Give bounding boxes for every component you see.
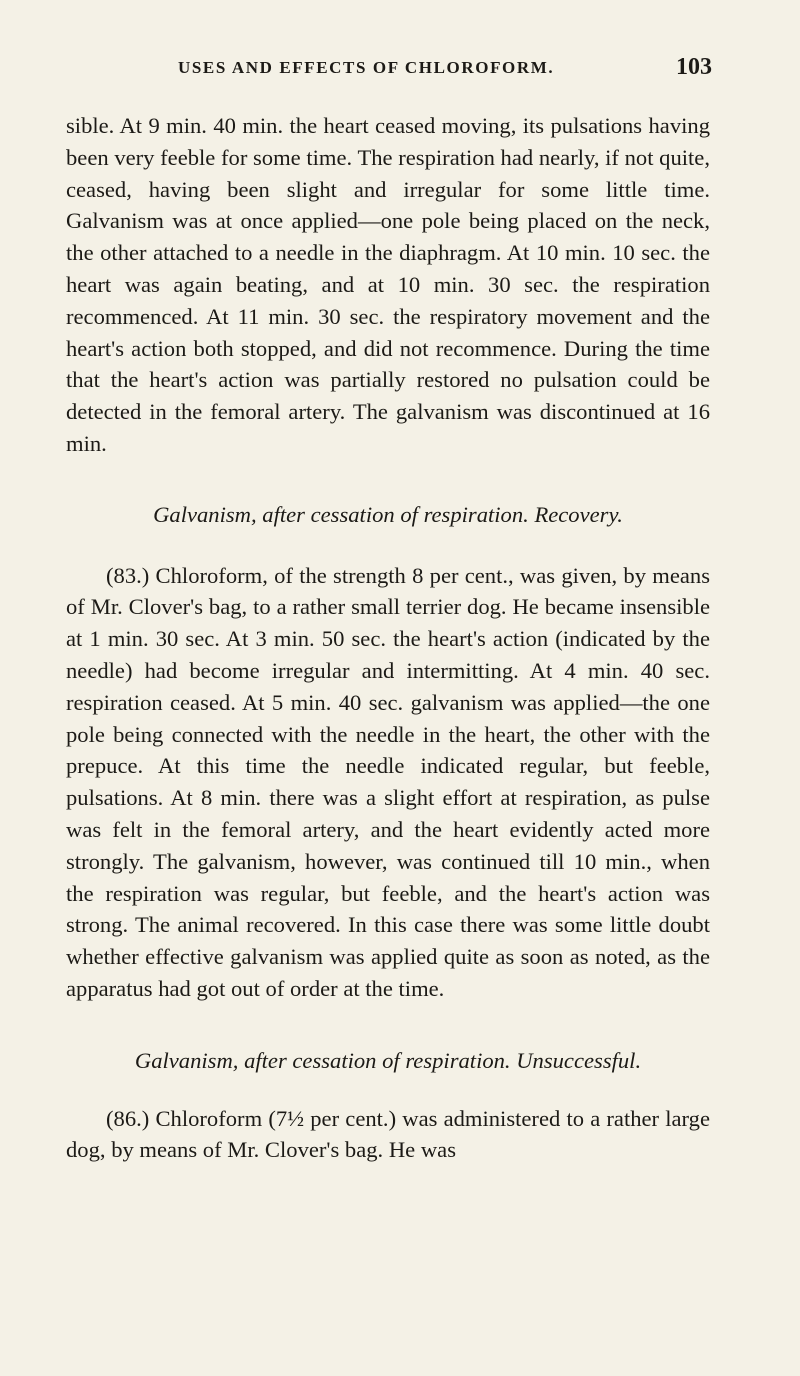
page-number: 103 xyxy=(676,54,712,80)
section-heading: Galvanism, after cessation of respiration. Unsuccessful. xyxy=(134,1047,642,1073)
body-paragraph: (86.) Chloroform (7½ per cent.) was administered to a rather large dog, by means of Mr. Clover's bag. He was xyxy=(66,1105,710,1163)
body-paragraph: (83.) Chloroform, of the strength 8 per cent., was given, by means of Mr. Clover's bag, to a rather small terrier dog. He became insensible at 1 min. 30 sec. At 3 min. 50 sec. the heart's action (indicated by the needle) had become irregular and intermitting. At 4 min. 40 sec. respiration ceased. At 5 min. 40 sec. galvanism was applied—the one pole being connected with the needle in the heart, the other with the prepuce. At this time the needle indicated regular, but feeble, pulsations. At 8 min. there was a slight effort at respiration, as pulse was felt in the femoral artery, and the heart evidently acted more strongly. The galvanism, however, was continued till 10 min., when the respiration was regular, but feeble, and the heart's action was strong. The animal recovered. In this case there was some little doubt whether effective galvanism was applied quite as soon as noted, as the apparatus had got out of order at the time. xyxy=(66,562,710,1001)
running-title: USES AND EFFECTS OF CHLOROFORM. xyxy=(178,58,555,77)
running-head xyxy=(66,0,710,110)
section-heading: Galvanism, after cessation of respiration. Recovery. xyxy=(153,501,623,527)
body-paragraph: sible. At 9 min. 40 min. the heart ceased moving, its pulsations having been very feeble for some time. The respiration had nearly, if not quite, ceased, having been slight and irregular for some little time. Galvanism was at once applied—one pole being placed on the neck, the other attached to a needle in the diaphragm. At 10 min. 10 sec. the heart was again beating, and at 10 min. 30 sec. the respiration recommenced. At 11 min. 30 sec. the respiratory movement and the heart's action both stopped, and did not recommence. During the time that the heart's action was partially restored no pulsation could be detected in the femoral artery. The galvanism was discontinued at 16 min. xyxy=(66,113,710,456)
